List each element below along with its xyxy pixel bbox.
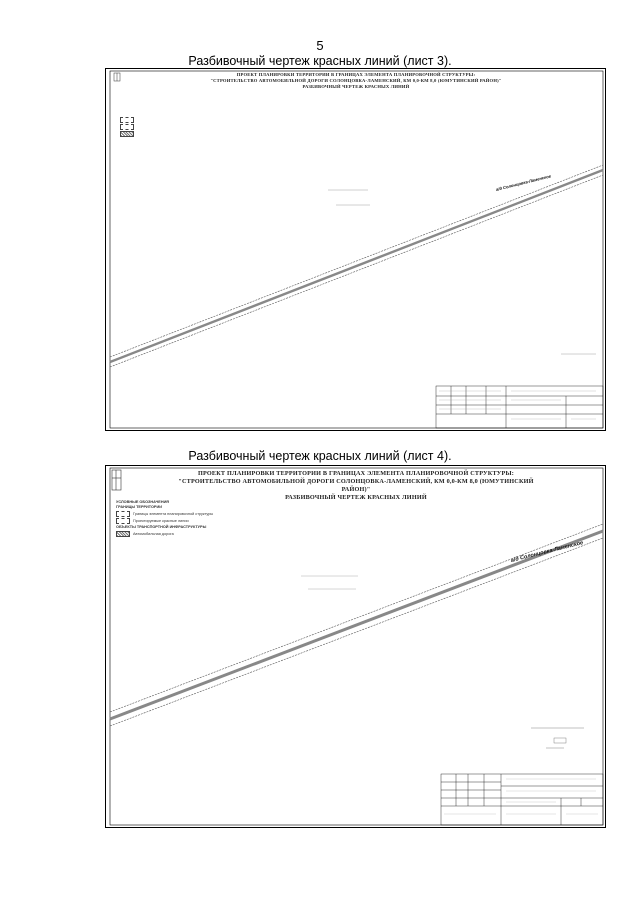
north-arrow-icon <box>114 73 120 81</box>
drawing-sheet-4 <box>105 465 606 828</box>
drawing-sheet-3 <box>105 68 606 431</box>
page-number: 5 <box>316 38 324 53</box>
sheet-4-legend <box>116 500 226 538</box>
title-block <box>436 386 603 428</box>
sheet-4-title-line-3: РАЗБИВОЧНЫЙ ЧЕРТЕЖ КРАСНЫХ ЛИНИЙ <box>285 494 427 501</box>
sheet-4-title <box>166 470 546 502</box>
legend-item-red-lines <box>116 518 226 524</box>
red-line-swatch <box>120 124 134 130</box>
legend-item-boundary-label: Границы элемента планировочной структуры <box>133 511 214 516</box>
road-swatch <box>120 131 134 137</box>
sheet-3-legend <box>120 116 210 138</box>
caption-sheet-4: Разбивочный чертеж красных линий (лист 4). <box>188 449 452 463</box>
sheet-3-title-line-1: ПРОЕКТ ПЛАНИРОВКИ ТЕРРИТОРИИ В ГРАНИЦАХ ЭЛЕМЕНТА ПЛАНИРОВОЧНОЙ СТРУКТУРЫ: <box>236 72 476 77</box>
sheet-3-title <box>166 72 546 90</box>
road-corridor <box>110 165 603 367</box>
boundary-swatch <box>116 511 130 517</box>
legend-group-boundaries: ГРАНИЦЫ ТЕРРИТОРИИ <box>116 505 162 509</box>
boundary-swatch <box>120 117 134 123</box>
sheet-4-title-line-1: ПРОЕКТ ПЛАНИРОВКИ ТЕРРИТОРИИ В ГРАНИЦАХ ЭЛЕМЕНТА ПЛАНИРОВОЧНОЙ СТРУКТУРЫ: <box>197 470 515 477</box>
caption-sheet-3: Разбивочный чертеж красных линий (лист 3). <box>188 54 452 68</box>
legend-heading: УСЛОВНЫЕ ОБОЗНАЧЕНИЯ <box>116 500 170 504</box>
dimension-marks <box>531 728 584 748</box>
road-swatch <box>116 531 130 537</box>
sheet-3-road-label: а/д Солонцовка-Ламенское <box>495 173 552 192</box>
legend-group-transport: ОБЪЕКТЫ ТРАНСПОРТНОЙ ИНФРАСТРУКТУРЫ <box>116 525 207 529</box>
legend-item-road <box>116 531 226 537</box>
legend-item-road-label: Автомобильная дорога <box>133 531 174 536</box>
legend-item-boundary <box>116 511 226 517</box>
sheet-4-title-line-2: "СТРОИТЕЛЬСТВО АВТОМОБИЛЬНОЙ ДОРОГИ СОЛОНЦОВКА-ЛАМЕНСКИЙ, КМ 0,0-КМ 8,0 (ЮМУТИНСКИЙ РАЙОН)" <box>178 478 534 493</box>
legend-item-red-lines-label: Проектируемые красные линии <box>133 518 189 523</box>
red-line-swatch <box>116 518 130 524</box>
north-arrow-icon <box>112 470 121 490</box>
sheet-3-title-line-3: РАЗБИВОЧНЫЙ ЧЕРТЕЖ КРАСНЫХ ЛИНИЙ <box>302 84 410 89</box>
title-block <box>441 774 603 825</box>
sheet-3-title-line-2: "СТРОИТЕЛЬСТВО АВТОМОБИЛЬНОЙ ДОРОГИ СОЛОНЦОВКА-ЛАМЕНСКИЙ, КМ 0,0-КМ 8,0 (ЮМУТИНСКИЙ РАЙОН)" <box>210 78 502 83</box>
sheet-4-road-label: а/д Солонцовка-Ламенское <box>510 540 584 564</box>
